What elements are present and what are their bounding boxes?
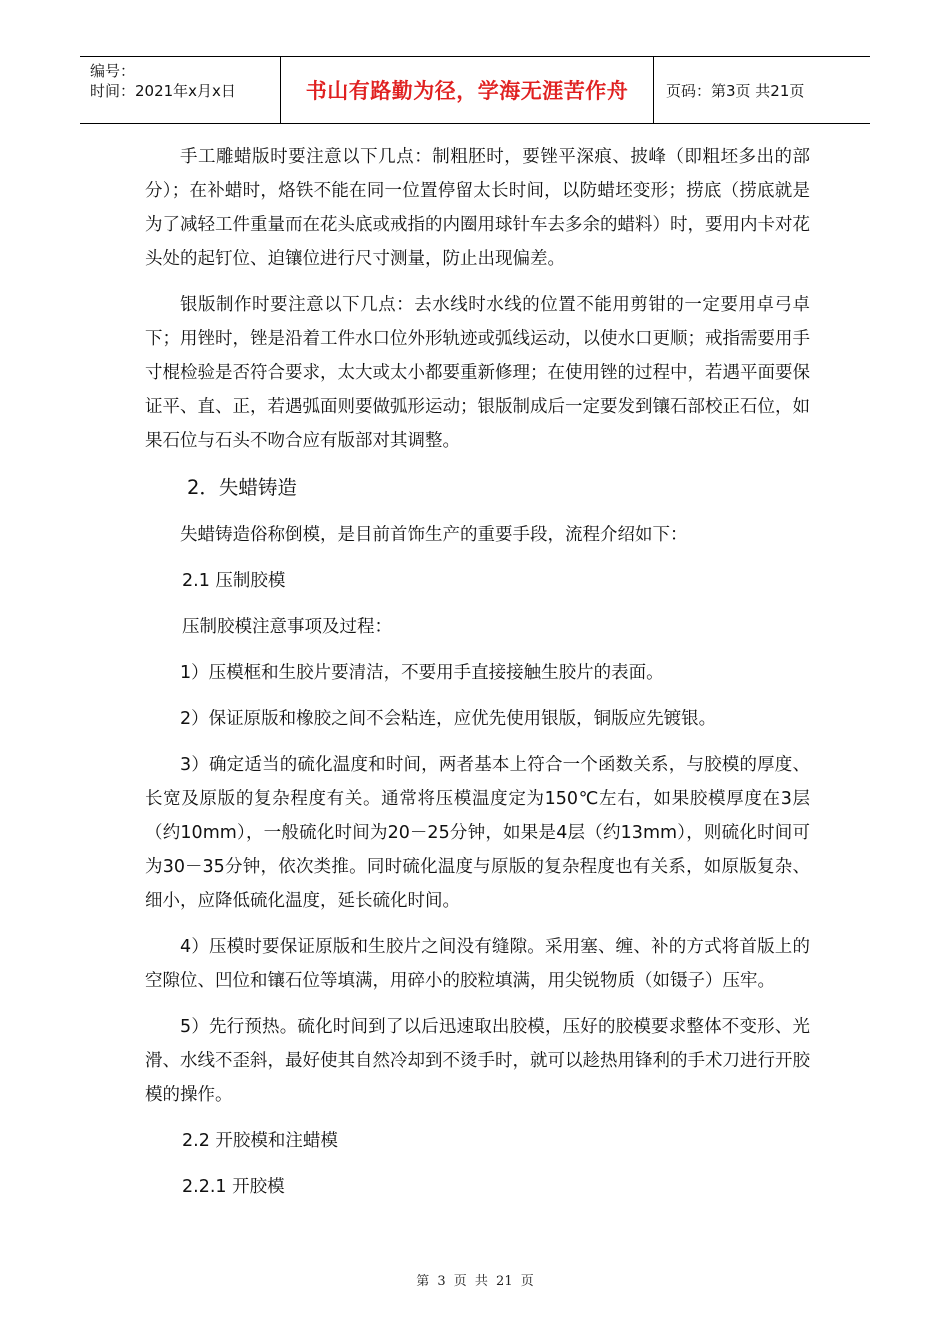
list-item-2: 2）保证原版和橡胶之间不会粘连，应优先使用银版，铜版应先镀银。 — [180, 709, 717, 729]
paragraph-lost-wax-intro: 失蜡铸造俗称倒模，是目前首饰生产的重要手段，流程介绍如下： — [180, 525, 688, 545]
list-item-1: 1）压模框和生胶片要清洁，不要用手直接接触生胶片的表面。 — [180, 663, 664, 683]
paragraph-mold-notes: 压制胶模注意事项及过程： — [182, 617, 392, 637]
list-item-4: 4）压模时要保证原版和生胶片之间没有缝隙。采用塞、缠、补的方式将首版上的空隙位、凹位和镶石位等填满，用碎小的胶粒填满，用尖锐物质（如镊子）压牢。 — [145, 937, 810, 991]
page-footer: 第 3 页 共 21 页 — [416, 1274, 534, 1289]
header-meta-cell — [80, 57, 281, 123]
subsection-heading-2-2-1: 2.2.1 开胶模 — [182, 1177, 285, 1197]
header-motto: 书山有路勤为径，学海无涯苦作舟 — [281, 57, 654, 123]
list-item-3: 3）确定适当的硫化温度和时间，两者基本上符合一个函数关系，与胶模的厚度、长宽及原版的复杂程度有关。通常将压模温度定为150℃左右，如果胶模厚度在3层（约10mm），一般硫化时间为20－25分钟，如果是4层（约13mm），则硫化时间可为30－35分钟，依次类推。同时硫化温度与原版的复杂程度也有关系，如原版复杂、细小，应降低硫化温度，延长硫化时间。 — [145, 755, 810, 911]
header-page-info: 页码：第3页 共21页 — [666, 81, 805, 100]
page-header — [80, 56, 870, 124]
time-label: 时间：2021年x月x日 — [90, 82, 236, 100]
number-label: 编号： — [90, 62, 136, 80]
subsection-heading-2-2: 2.2 开胶模和注蜡模 — [182, 1131, 338, 1151]
list-item-5: 5）先行预热。硫化时间到了以后迅速取出胶模，压好的胶模要求整体不变形、光滑、水线不歪斜，最好使其自然冷却到不烫手时，就可以趁热用锋利的手术刀进行开胶模的操作。 — [145, 1017, 810, 1105]
subsection-heading-2-1: 2.1 压制胶模 — [182, 571, 286, 591]
document-body — [145, 140, 810, 1216]
paragraph-silver-version: 银版制作时要注意以下几点：去水线时水线的位置不能用剪钳的一定要用卓弓卓下；用锉时，锉是沿着工件水口位外形轨迹或弧线运动，以使水口更顺；戒指需要用手寸棍检验是否符合要求，太大或太小都要重新修理；在使用锉的过程中，若遇平面要保证平、直、正，若遇弧面则要做弧形运动；银版制成后一定要发到镶石部校正石位，如果石位与石头不吻合应有版部对其调整。 — [145, 295, 810, 451]
paragraph-wax-carving: 手工雕蜡版时要注意以下几点：制粗胚时，要锉平深痕、披峰（即粗坯多出的部分）；在补蜡时，烙铁不能在同一位置停留太长时间，以防蜡坯变形；捞底（捞底就是为了减轻工件重量而在花头底或戒指的内圈用球针车去多余的蜡料）时，要用内卡对花头处的起钉位、迫镶位进行尺寸测量，防止出现偏差。 — [145, 147, 810, 269]
section-heading-lost-wax: 2．失蜡铸造 — [187, 476, 297, 499]
